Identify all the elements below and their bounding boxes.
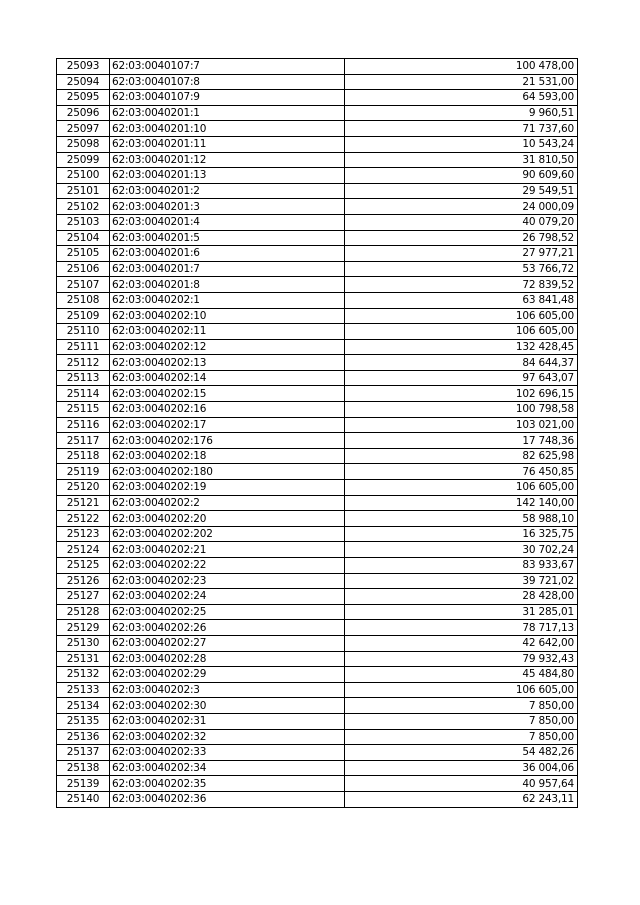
cadastral-number-cell: 62:03:0040202:36 — [110, 791, 345, 807]
table-row — [57, 448, 578, 464]
amount-cell: 72 839,52 — [345, 277, 578, 293]
cadastral-number-cell: 62:03:0040107:8 — [110, 74, 345, 90]
row-number-cell: 25140 — [57, 791, 110, 807]
row-number-cell: 25094 — [57, 74, 110, 90]
amount-cell: 39 721,02 — [345, 573, 578, 589]
row-number-cell: 25109 — [57, 308, 110, 324]
cadastral-number-cell: 62:03:0040202:25 — [110, 604, 345, 620]
cadastral-number-cell: 62:03:0040201:4 — [110, 214, 345, 230]
table-row — [57, 558, 578, 574]
table-row — [57, 464, 578, 480]
row-number-cell: 25123 — [57, 526, 110, 542]
table-row — [57, 59, 578, 75]
row-number-cell: 25131 — [57, 651, 110, 667]
amount-cell: 17 748,36 — [345, 433, 578, 449]
amount-cell: 28 428,00 — [345, 589, 578, 605]
row-number-cell: 25110 — [57, 324, 110, 340]
amount-cell: 103 021,00 — [345, 417, 578, 433]
cadastral-number-cell: 62:03:0040201:8 — [110, 277, 345, 293]
amount-cell: 106 605,00 — [345, 480, 578, 496]
amount-cell: 100 798,58 — [345, 402, 578, 418]
cadastral-number-cell: 62:03:0040201:5 — [110, 230, 345, 246]
amount-cell: 78 717,13 — [345, 620, 578, 636]
amount-cell: 21 531,00 — [345, 74, 578, 90]
cadastral-number-cell: 62:03:0040202:31 — [110, 713, 345, 729]
table-row — [57, 355, 578, 371]
table-row — [57, 511, 578, 527]
table-row — [57, 90, 578, 106]
cadastral-number-cell: 62:03:0040202:16 — [110, 402, 345, 418]
cadastral-number-cell: 62:03:0040201:11 — [110, 136, 345, 152]
cadastral-number-cell: 62:03:0040202:23 — [110, 573, 345, 589]
cadastral-number-cell: 62:03:0040107:9 — [110, 90, 345, 106]
table-row — [57, 620, 578, 636]
row-number-cell: 25128 — [57, 604, 110, 620]
table-row — [57, 386, 578, 402]
table-row — [57, 324, 578, 340]
table-row — [57, 791, 578, 807]
amount-cell: 102 696,15 — [345, 386, 578, 402]
table-row — [57, 573, 578, 589]
amount-cell: 71 737,60 — [345, 121, 578, 137]
row-number-cell: 25122 — [57, 511, 110, 527]
amount-cell: 62 243,11 — [345, 791, 578, 807]
amount-cell: 132 428,45 — [345, 339, 578, 355]
data-table — [56, 58, 578, 808]
amount-cell: 16 325,75 — [345, 526, 578, 542]
cadastral-number-cell: 62:03:0040202:28 — [110, 651, 345, 667]
amount-cell: 9 960,51 — [345, 105, 578, 121]
cadastral-number-cell: 62:03:0040201:1 — [110, 105, 345, 121]
cadastral-number-cell: 62:03:0040202:33 — [110, 745, 345, 761]
table-row — [57, 168, 578, 184]
row-number-cell: 25104 — [57, 230, 110, 246]
table-row — [57, 105, 578, 121]
row-number-cell: 25129 — [57, 620, 110, 636]
amount-cell: 106 605,00 — [345, 324, 578, 340]
row-number-cell: 25097 — [57, 121, 110, 137]
table-row — [57, 760, 578, 776]
amount-cell: 142 140,00 — [345, 495, 578, 511]
row-number-cell: 25116 — [57, 417, 110, 433]
amount-cell: 82 625,98 — [345, 448, 578, 464]
amount-cell: 106 605,00 — [345, 682, 578, 698]
amount-cell: 7 850,00 — [345, 698, 578, 714]
row-number-cell: 25103 — [57, 214, 110, 230]
table-row — [57, 651, 578, 667]
row-number-cell: 25093 — [57, 59, 110, 75]
table-row — [57, 370, 578, 386]
cadastral-number-cell: 62:03:0040202:15 — [110, 386, 345, 402]
cadastral-number-cell: 62:03:0040202:30 — [110, 698, 345, 714]
row-number-cell: 25132 — [57, 667, 110, 683]
cadastral-number-cell: 62:03:0040202:14 — [110, 370, 345, 386]
cadastral-number-cell: 62:03:0040202:176 — [110, 433, 345, 449]
amount-cell: 54 482,26 — [345, 745, 578, 761]
table-row — [57, 339, 578, 355]
row-number-cell: 25100 — [57, 168, 110, 184]
amount-cell: 27 977,21 — [345, 246, 578, 262]
cadastral-number-cell: 62:03:0040202:29 — [110, 667, 345, 683]
table-row — [57, 308, 578, 324]
row-number-cell: 25102 — [57, 199, 110, 215]
table-row — [57, 776, 578, 792]
amount-cell: 30 702,24 — [345, 542, 578, 558]
cadastral-number-cell: 62:03:0040202:11 — [110, 324, 345, 340]
table-row — [57, 402, 578, 418]
row-number-cell: 25134 — [57, 698, 110, 714]
cadastral-number-cell: 62:03:0040201:12 — [110, 152, 345, 168]
cadastral-number-cell: 62:03:0040202:3 — [110, 682, 345, 698]
table-row — [57, 698, 578, 714]
cadastral-number-cell: 62:03:0040202:27 — [110, 635, 345, 651]
cadastral-number-cell: 62:03:0040201:13 — [110, 168, 345, 184]
cadastral-number-cell: 62:03:0040202:18 — [110, 448, 345, 464]
row-number-cell: 25120 — [57, 480, 110, 496]
cadastral-number-cell: 62:03:0040201:2 — [110, 183, 345, 199]
cadastral-number-cell: 62:03:0040202:21 — [110, 542, 345, 558]
cadastral-number-cell: 62:03:0040107:7 — [110, 59, 345, 75]
table-row — [57, 292, 578, 308]
row-number-cell: 25096 — [57, 105, 110, 121]
row-number-cell: 25118 — [57, 448, 110, 464]
cadastral-number-cell: 62:03:0040202:26 — [110, 620, 345, 636]
cadastral-number-cell: 62:03:0040201:10 — [110, 121, 345, 137]
amount-cell: 45 484,80 — [345, 667, 578, 683]
cadastral-number-cell: 62:03:0040202:10 — [110, 308, 345, 324]
row-number-cell: 25095 — [57, 90, 110, 106]
cadastral-number-cell: 62:03:0040202:180 — [110, 464, 345, 480]
table-row — [57, 246, 578, 262]
cadastral-number-cell: 62:03:0040202:35 — [110, 776, 345, 792]
table-row — [57, 589, 578, 605]
row-number-cell: 25101 — [57, 183, 110, 199]
table-row — [57, 682, 578, 698]
row-number-cell: 25127 — [57, 589, 110, 605]
row-number-cell: 25107 — [57, 277, 110, 293]
table-row — [57, 542, 578, 558]
amount-cell: 58 988,10 — [345, 511, 578, 527]
amount-cell: 40 957,64 — [345, 776, 578, 792]
table-row — [57, 121, 578, 137]
cadastral-number-cell: 62:03:0040202:12 — [110, 339, 345, 355]
table-row — [57, 199, 578, 215]
table-row — [57, 526, 578, 542]
amount-cell: 79 932,43 — [345, 651, 578, 667]
cadastral-number-cell: 62:03:0040202:13 — [110, 355, 345, 371]
amount-cell: 84 644,37 — [345, 355, 578, 371]
table-row — [57, 74, 578, 90]
row-number-cell: 25124 — [57, 542, 110, 558]
cadastral-number-cell: 62:03:0040201:6 — [110, 246, 345, 262]
amount-cell: 36 004,06 — [345, 760, 578, 776]
row-number-cell: 25137 — [57, 745, 110, 761]
cadastral-number-cell: 62:03:0040201:7 — [110, 261, 345, 277]
row-number-cell: 25114 — [57, 386, 110, 402]
amount-cell: 29 549,51 — [345, 183, 578, 199]
cadastral-number-cell: 62:03:0040202:1 — [110, 292, 345, 308]
cadastral-number-cell: 62:03:0040202:17 — [110, 417, 345, 433]
row-number-cell: 25117 — [57, 433, 110, 449]
row-number-cell: 25125 — [57, 558, 110, 574]
table-row — [57, 604, 578, 620]
amount-cell: 10 543,24 — [345, 136, 578, 152]
cadastral-number-cell: 62:03:0040202:22 — [110, 558, 345, 574]
row-number-cell: 25136 — [57, 729, 110, 745]
row-number-cell: 25099 — [57, 152, 110, 168]
amount-cell: 106 605,00 — [345, 308, 578, 324]
cadastral-number-cell: 62:03:0040202:19 — [110, 480, 345, 496]
table-row — [57, 495, 578, 511]
table-row — [57, 230, 578, 246]
cadastral-number-cell: 62:03:0040202:32 — [110, 729, 345, 745]
amount-cell: 26 798,52 — [345, 230, 578, 246]
cadastral-number-cell: 62:03:0040201:3 — [110, 199, 345, 215]
table-row — [57, 261, 578, 277]
amount-cell: 90 609,60 — [345, 168, 578, 184]
amount-cell: 83 933,67 — [345, 558, 578, 574]
row-number-cell: 25119 — [57, 464, 110, 480]
table-row — [57, 635, 578, 651]
amount-cell: 7 850,00 — [345, 729, 578, 745]
amount-cell: 24 000,09 — [345, 199, 578, 215]
amount-cell: 76 450,85 — [345, 464, 578, 480]
row-number-cell: 25115 — [57, 402, 110, 418]
amount-cell: 63 841,48 — [345, 292, 578, 308]
table-row — [57, 183, 578, 199]
row-number-cell: 25105 — [57, 246, 110, 262]
amount-cell: 42 642,00 — [345, 635, 578, 651]
cadastral-number-cell: 62:03:0040202:24 — [110, 589, 345, 605]
amount-cell: 97 643,07 — [345, 370, 578, 386]
amount-cell: 100 478,00 — [345, 59, 578, 75]
row-number-cell: 25112 — [57, 355, 110, 371]
amount-cell: 64 593,00 — [345, 90, 578, 106]
amount-cell: 31 285,01 — [345, 604, 578, 620]
row-number-cell: 25139 — [57, 776, 110, 792]
amount-cell: 40 079,20 — [345, 214, 578, 230]
row-number-cell: 25130 — [57, 635, 110, 651]
amount-cell: 31 810,50 — [345, 152, 578, 168]
table-row — [57, 713, 578, 729]
table-row — [57, 152, 578, 168]
table-row — [57, 745, 578, 761]
row-number-cell: 25138 — [57, 760, 110, 776]
table-body — [57, 59, 578, 808]
cadastral-number-cell: 62:03:0040202:202 — [110, 526, 345, 542]
row-number-cell: 25111 — [57, 339, 110, 355]
table-row — [57, 214, 578, 230]
cadastral-number-cell: 62:03:0040202:2 — [110, 495, 345, 511]
row-number-cell: 25113 — [57, 370, 110, 386]
table-row — [57, 136, 578, 152]
table-row — [57, 667, 578, 683]
cadastral-number-cell: 62:03:0040202:20 — [110, 511, 345, 527]
amount-cell: 53 766,72 — [345, 261, 578, 277]
row-number-cell: 25106 — [57, 261, 110, 277]
table-row — [57, 433, 578, 449]
amount-cell: 7 850,00 — [345, 713, 578, 729]
row-number-cell: 25126 — [57, 573, 110, 589]
row-number-cell: 25098 — [57, 136, 110, 152]
row-number-cell: 25121 — [57, 495, 110, 511]
row-number-cell: 25135 — [57, 713, 110, 729]
row-number-cell: 25133 — [57, 682, 110, 698]
cadastral-number-cell: 62:03:0040202:34 — [110, 760, 345, 776]
table-row — [57, 417, 578, 433]
table-row — [57, 277, 578, 293]
row-number-cell: 25108 — [57, 292, 110, 308]
table-row — [57, 480, 578, 496]
table-row — [57, 729, 578, 745]
